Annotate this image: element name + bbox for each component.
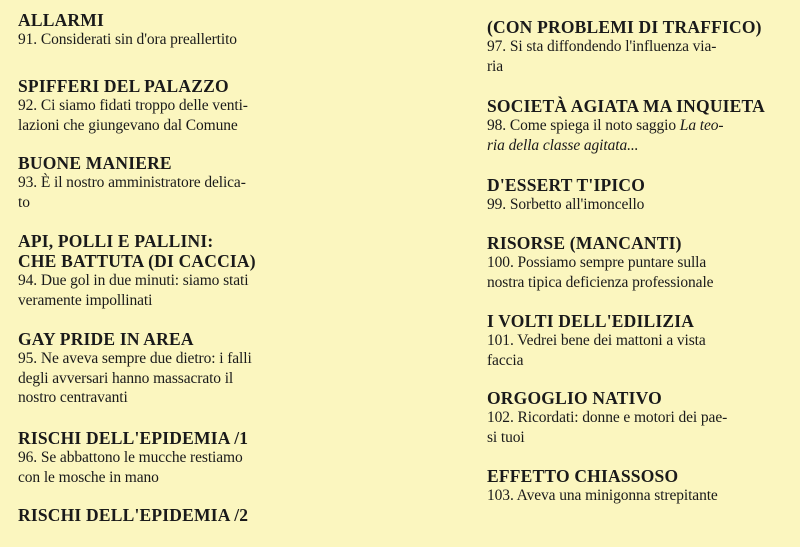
entry-text-prefix: 98. Come spiega il noto saggio (487, 117, 680, 134)
entry-text: 99. Sorbetto all'imoncello (487, 196, 645, 213)
entry-title: BUONE MANIERE (18, 153, 172, 173)
entry-rischi-2 (18, 505, 318, 525)
entry-text: veramente impollinati (18, 291, 153, 309)
entry-title: SPIFFERI DEL PALAZZO (18, 76, 229, 96)
entry-text: 94. Due gol in due minuti: siamo stati (18, 272, 249, 289)
entry-text: faccia (487, 351, 524, 369)
entry-text (487, 116, 787, 136)
book-title-italic: La teo- (679, 117, 724, 134)
entry-title-line2: CHE BATTUTA (DI CACCIA) (18, 251, 256, 271)
entry-title: GAY PRIDE IN AREA (18, 329, 194, 349)
entry-title: D'ESSERT T'IPICO (487, 175, 646, 195)
entry-risorse (487, 233, 787, 292)
entry-text: 92. Ci siamo fidati troppo delle venti- (18, 97, 248, 114)
entry-text: to (18, 193, 30, 211)
entry-effetto (487, 466, 787, 506)
entry-rischi-1 (18, 428, 318, 487)
entry-dessert (487, 175, 787, 215)
entry-title: API, POLLI E PALLINI: (18, 231, 214, 251)
entry-title: I VOLTI DELL'EDILIZIA (487, 311, 695, 331)
entry-societa (487, 96, 787, 155)
entry-text (487, 136, 787, 156)
entry-text: 93. È il nostro amministratore delica- (18, 174, 246, 191)
entry-text: 97. Si sta diffondendo l'influenza via- (487, 38, 717, 55)
entry-orgoglio (487, 388, 787, 447)
entry-title: SOCIETÀ AGIATA MA INQUIETA (487, 96, 765, 116)
entry-volti (487, 311, 787, 370)
entry-text: 102. Ricordati: donne e motori dei pae- (487, 409, 728, 426)
entry-gay-pride (18, 329, 318, 408)
entry-text: 96. Se abbattono le mucche restiamo (18, 449, 243, 466)
entry-title: RISCHI DELL'EPIDEMIA /2 (18, 505, 249, 525)
entry-text: nostro centravanti (18, 389, 128, 406)
entry-text: 101. Vedrei bene dei mattoni a vista (487, 332, 706, 349)
entry-allarmi (18, 10, 318, 50)
entry-text: 103. Aveva una minigonna strepitante (487, 487, 718, 504)
entry-buone-maniere (18, 153, 318, 212)
entry-title: ALLARMI (18, 10, 104, 30)
entry-title: RISCHI DELL'EPIDEMIA /1 (18, 428, 249, 448)
entry-traffico (487, 17, 787, 76)
entry-title: (CON PROBLEMI DI TRAFFICO) (487, 17, 762, 37)
entry-text: si tuoi (487, 428, 525, 446)
entry-text: degli avversari hanno massacrato il (18, 369, 234, 387)
entry-spifferi (18, 76, 318, 135)
entry-text: ria (487, 57, 504, 75)
entry-text: 95. Ne aveva sempre due dietro: i falli (18, 350, 252, 367)
entry-title: EFFETTO CHIASSOSO (487, 466, 679, 486)
entry-text: 91. Considerati sin d'ora preallertito (18, 31, 237, 48)
entry-text: con le mosche in mano (18, 468, 159, 486)
book-title-italic: ria della classe agitata... (487, 136, 639, 154)
entry-text: lazioni che giungevano dal Comune (18, 116, 238, 134)
entry-title: ORGOGLIO NATIVO (487, 388, 662, 408)
entry-title: RISORSE (MANCANTI) (487, 233, 682, 253)
entry-api-polli (18, 231, 318, 310)
entry-text: 100. Possiamo sempre puntare sulla (487, 254, 707, 271)
entry-text: nostra tipica deficienza professionale (487, 273, 714, 291)
